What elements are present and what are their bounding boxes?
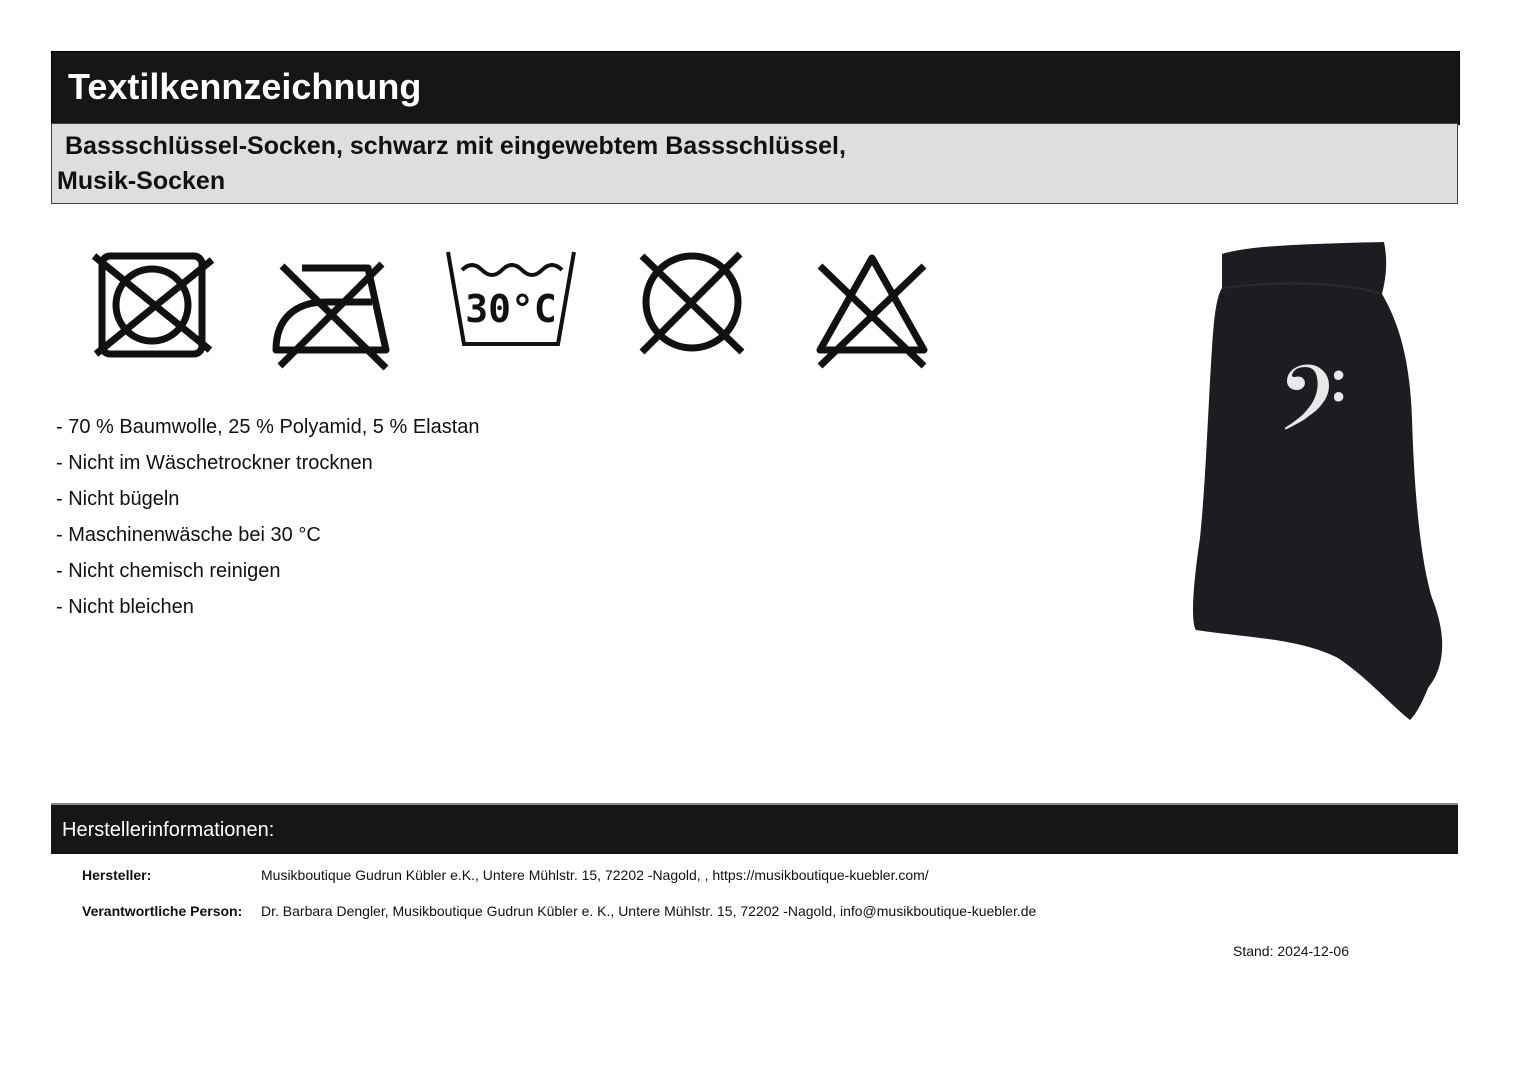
wash-temperature-label: 30°C [465, 287, 557, 331]
header-bar [51, 51, 1460, 125]
product-title-line2: Musik-Socken [57, 167, 226, 195]
list-item: - Nicht chemisch reinigen [56, 560, 281, 582]
no-iron-icon [268, 258, 398, 372]
list-item: - Maschinenwäsche bei 30 °C [56, 524, 321, 546]
stand-date: Stand: 2024-12-06 [1233, 943, 1349, 959]
product-title-line1: Bassschlüssel-Socken, schwarz mit eingewebtem Bassschlüssel, [65, 132, 846, 160]
wash-30-icon [444, 248, 578, 350]
list-item: - 70 % Baumwolle, 25 % Polyamid, 5 % Elastan [56, 416, 480, 438]
page-title: Textilkennzeichnung [68, 66, 422, 107]
manufacturer-section-title: Herstellerinformationen: [62, 819, 275, 841]
care-instructions-list [56, 413, 480, 629]
product-title-box [51, 123, 1458, 204]
no-tumble-dry-icon [88, 250, 218, 362]
responsible-person-value: Dr. Barbara Dengler, Musikboutique Gudrun Kübler e. K., Untere Mühlstr. 15, 72202 -Nagold, info@musikboutique-kuebler.de [261, 903, 1037, 919]
manufacturer-value: Musikboutique Gudrun Kübler e.K., Untere Mühlstr. 15, 72202 -Nagold, , https://musikboutique-kuebler.com/ [261, 867, 929, 883]
list-item: - Nicht bleichen [56, 596, 194, 618]
bass-clef-icon: 𝄢 [1276, 346, 1348, 474]
list-item: - Nicht bügeln [56, 488, 180, 510]
product-image-sock [1188, 238, 1450, 724]
no-bleach-icon [812, 252, 932, 370]
no-dry-clean-icon [636, 250, 748, 358]
manufacturer-section-header [51, 803, 1458, 854]
responsible-person-label: Verantwortliche Person: [82, 903, 243, 919]
manufacturer-label: Hersteller: [82, 867, 152, 883]
list-item: - Nicht im Wäschetrockner trocknen [56, 452, 373, 474]
